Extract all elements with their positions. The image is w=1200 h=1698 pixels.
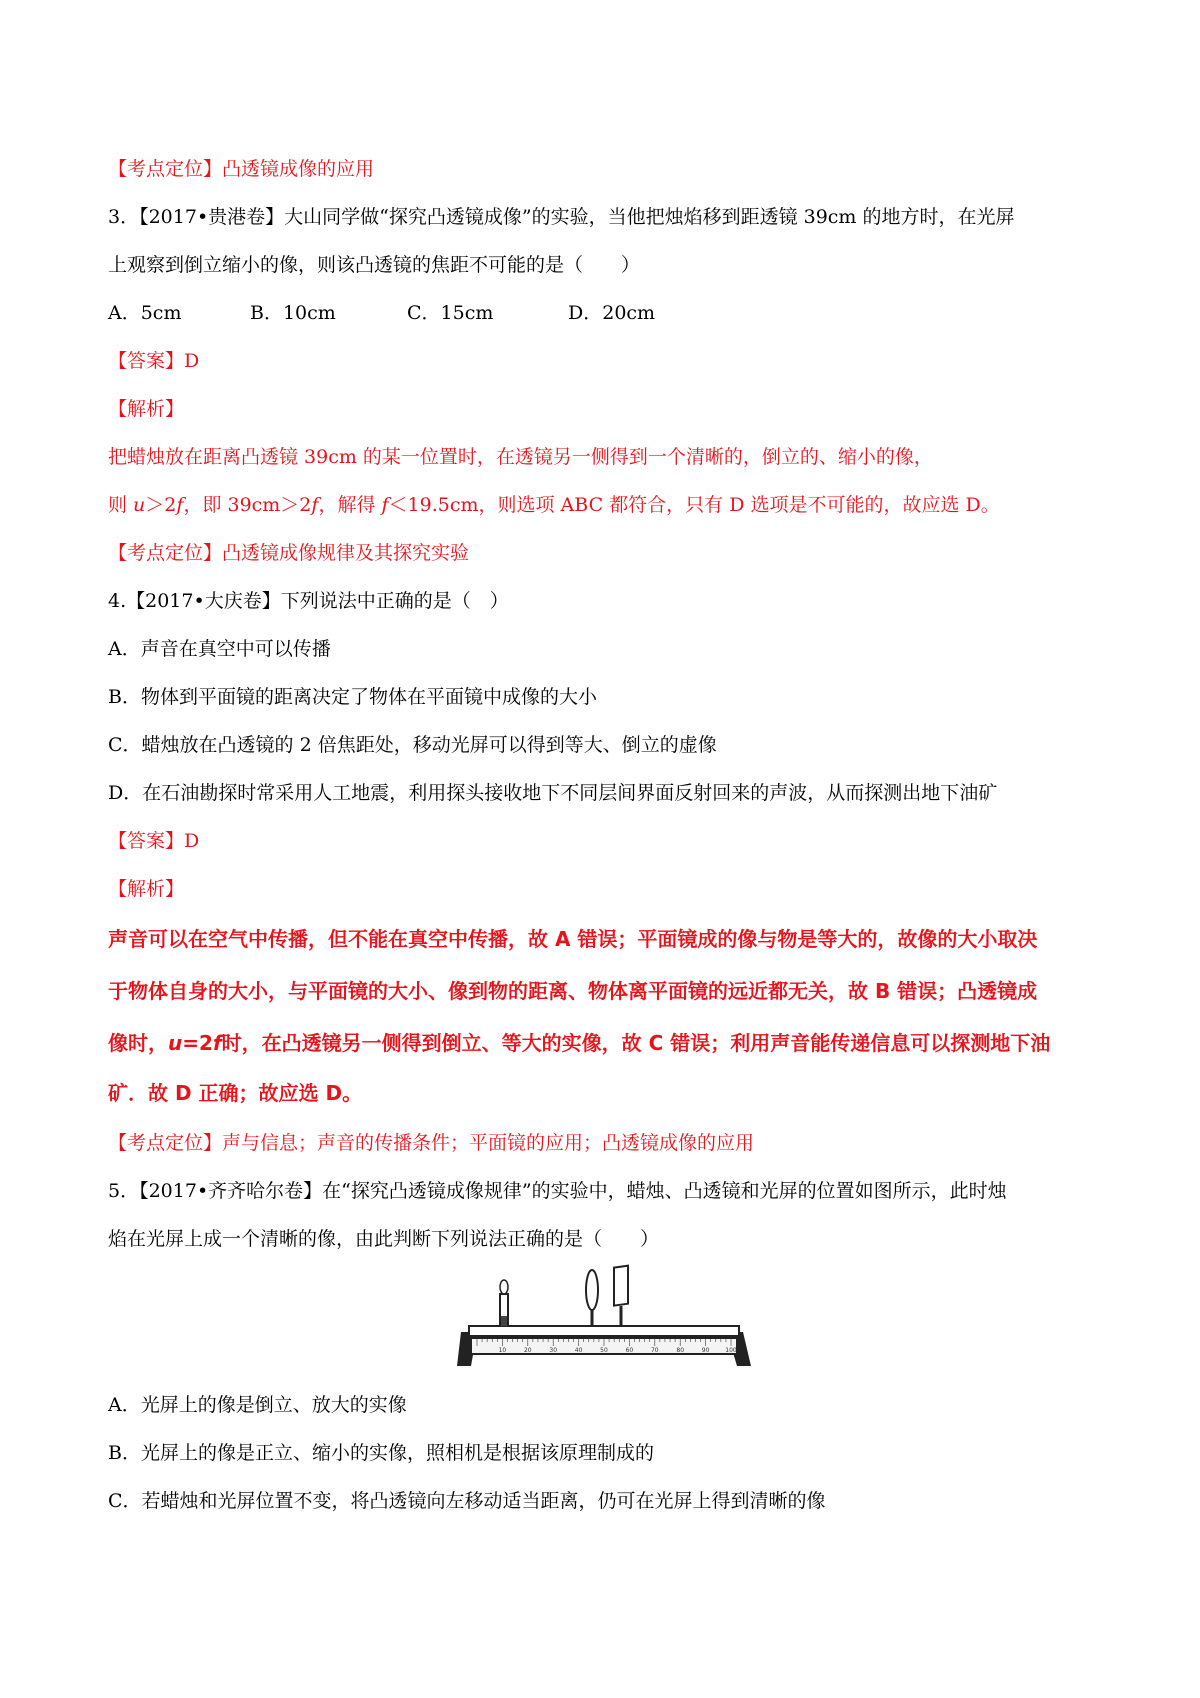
ruler-tick-label: 70 (650, 1347, 659, 1354)
q3-option-a: A．5cm (108, 302, 182, 324)
q3-var-f: f (381, 494, 389, 516)
q3-stem-line2: 上观察到倒立缩小的像，则该凸透镜的焦距不可能的是（ ） (108, 254, 641, 276)
q5-stem-line1: 5．【2017•齐齐哈尔卷】在“探究凸透镜成像规律”的实验中，蜡烛、凸透镜和光屏的位置如图所示，此时烛 (108, 1180, 1007, 1202)
q3-prev-locate: 【考点定位】凸透镜成像的应用 (108, 158, 375, 180)
q4-analysis-line1: 声音可以在空气中传播，但不能在真空中传播，故 A 错误；平面镜成的像与物是等大的，故像的大小取决 (108, 927, 1038, 951)
q3-option-d: D．20cm (568, 302, 656, 324)
candle-holder (501, 1316, 507, 1326)
ruler-tick-label: 90 (701, 1347, 710, 1354)
ruler-tick-label: 30 (549, 1347, 558, 1354)
q4-locate: 【考点定位】声与信息；声音的传播条件；平面镜的应用；凸透镜成像的应用 (108, 1132, 755, 1154)
ruler-tick-label: 60 (625, 1347, 634, 1354)
q4-option-c: C．蜡烛放在凸透镜的 2 倍焦距处，移动光屏可以得到等大、倒立的虚像 (108, 734, 717, 756)
q4-analysis-label: 【解析】 (108, 878, 185, 900)
q5-option-b: B．光屏上的像是正立、缩小的实像，照相机是根据该原理制成的 (108, 1442, 654, 1464)
q3-option-c: C．15cm (407, 302, 494, 324)
candle-flame (500, 1280, 508, 1294)
q4-var-f: f (212, 1031, 222, 1055)
q4-analysis-text: 像时， (108, 1031, 168, 1055)
ruler-tick-label: 100 (725, 1347, 737, 1354)
q3-analysis-line2 (108, 492, 1000, 518)
ruler-tick-label: 50 (600, 1347, 608, 1354)
q3-analysis-text: ，解得 (318, 494, 382, 516)
convex-lens (586, 1270, 598, 1310)
q4-analysis-line2: 于物体自身的大小，与平面镜的大小、像到物的距离、物体离平面镜的远近都无关，故 B 错误；凸透镜成 (108, 979, 1038, 1003)
q5-option-c: C．若蜡烛和光屏位置不变，将凸透镜向左移动适当距离，仍可在光屏上得到清晰的像 (108, 1490, 826, 1512)
q3-analysis-text: ＞2 (145, 494, 177, 516)
q3-var-f: f (311, 494, 319, 516)
q4-option-b: B．物体到平面镜的距离决定了物体在平面镜中成像的大小 (108, 686, 597, 708)
q3-option-b: B．10cm (250, 302, 336, 324)
q4-stem: 4.【2017•大庆卷】下列说法中正确的是（ ） (108, 590, 509, 612)
q3-answer: 【答案】D (108, 350, 200, 372)
q3-var-u: u (133, 494, 146, 516)
q5-option-a: A．光屏上的像是倒立、放大的实像 (108, 1394, 407, 1416)
ruler-tick-label: 20 (523, 1347, 532, 1354)
q3-analysis-text: 则 (108, 494, 134, 516)
q3-var-f: f (176, 494, 184, 516)
q4-analysis-text: 时，在凸透镜另一侧得到倒立、等大的实像，故 C 错误；利用声音能传递信息可以探测地下油 (221, 1031, 1051, 1055)
q3-options (108, 300, 808, 326)
q4-option-a: A．声音在真空中可以传播 (108, 638, 331, 660)
q4-answer: 【答案】D (108, 830, 200, 852)
q3-analysis-label: 【解析】 (108, 398, 185, 420)
light-screen (614, 1266, 628, 1306)
q3-analysis-text: ＜19.5cm，则选项 ABC 都符合，只有 D 选项是不可能的，故应选 D。 (388, 494, 1000, 516)
q4-analysis-line3 (108, 1030, 1050, 1056)
q4-var-u: u (168, 1031, 183, 1055)
bench-rail (469, 1326, 739, 1336)
optical-bench-figure (455, 1262, 755, 1374)
ruler-tick-label: 40 (574, 1347, 583, 1354)
q3-analysis-line1: 把蜡烛放在距离凸透镜 39cm 的某一位置时，在透镜另一侧得到一个清晰的，倒立的、缩小的像， (108, 446, 933, 468)
optical-bench-illustration (455, 1262, 755, 1374)
q4-option-d: D．在石油勘探时常采用人工地震，利用探头接收地下不同层间界面反射回来的声波，从而探测出地下油矿 (108, 782, 998, 804)
ruler-tick-label: 80 (676, 1347, 685, 1354)
q3-locate: 【考点定位】凸透镜成像规律及其探究实验 (108, 542, 470, 564)
q3-stem-line1: 3．【2017•贵港卷】大山同学做“探究凸透镜成像”的实验，当他把烛焰移到距透镜 39cm 的地方时，在光屏 (108, 206, 1015, 228)
q3-analysis-text: ，即 39cm＞2 (183, 494, 312, 516)
q4-analysis-text: =2 (182, 1031, 213, 1055)
ruler-tick-label: 10 (498, 1347, 507, 1354)
q5-stem-line2: 焰在光屏上成一个清晰的像，由此判断下列说法正确的是（ ） (108, 1228, 660, 1250)
q4-analysis-line4: 矿．故 D 正确；故应选 D。 (108, 1081, 363, 1105)
